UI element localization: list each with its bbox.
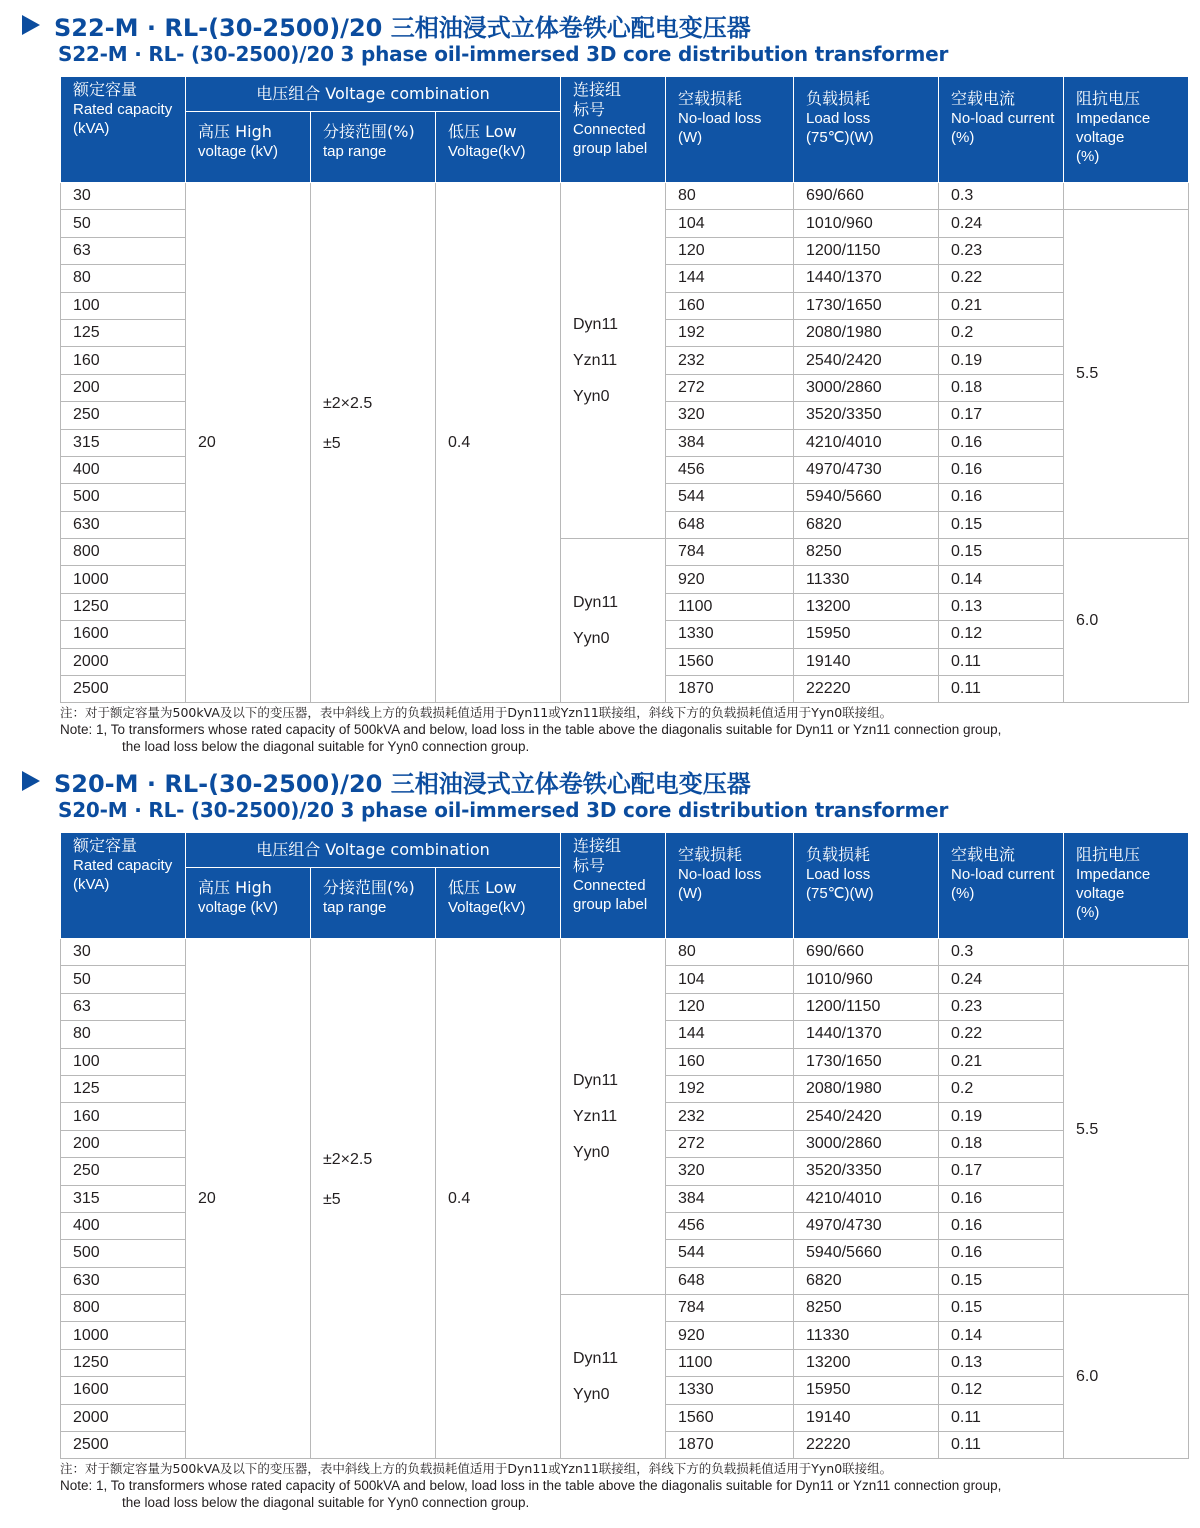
section-title-en: S20-M · RL- (30-2500)/20 3 phase oil-immersed 3D core distribution transformer <box>58 798 949 822</box>
cell-noload-loss: 1330 <box>666 621 794 648</box>
cell-noload-loss: 384 <box>666 429 794 456</box>
cell-noload-current: 0.17 <box>939 402 1064 429</box>
cell-noload-loss: 120 <box>666 993 794 1020</box>
cell-noload-current: 0.13 <box>939 593 1064 620</box>
cell-capacity: 250 <box>61 1158 186 1185</box>
cell-noload-loss: 784 <box>666 1295 794 1322</box>
tap-value-2: ±5 <box>323 434 341 452</box>
cell-capacity: 630 <box>61 511 186 538</box>
cell-noload-current: 0.11 <box>939 1432 1064 1459</box>
cell-load-loss: 3000/2860 <box>794 374 939 401</box>
cell-load-loss: 3520/3350 <box>794 402 939 429</box>
cell-load-loss: 3520/3350 <box>794 1158 939 1185</box>
cell-load-loss: 1730/1650 <box>794 292 939 319</box>
cell-noload-loss: 160 <box>666 292 794 319</box>
cell-noload-loss: 384 <box>666 1185 794 1212</box>
cell-capacity: 125 <box>61 1075 186 1102</box>
cell-capacity: 80 <box>61 1021 186 1048</box>
cell-noload-current: 0.19 <box>939 347 1064 374</box>
cell-noload-loss: 920 <box>666 1322 794 1349</box>
cell-noload-current: 0.18 <box>939 374 1064 401</box>
cell-capacity: 80 <box>61 265 186 292</box>
group-label: Dyn11 <box>573 315 619 333</box>
cell-noload-loss: 272 <box>666 1130 794 1157</box>
cell-load-loss: 5940/5660 <box>794 1240 939 1267</box>
cell-load-loss: 13200 <box>794 593 939 620</box>
cell-capacity: 100 <box>61 1048 186 1075</box>
cell-load-loss: 11330 <box>794 1322 939 1349</box>
cell-connection-group-a <box>561 183 666 539</box>
group-label: Yzn11 <box>573 351 618 369</box>
cell-noload-current: 0.16 <box>939 456 1064 483</box>
cell-impedance-b: 6.0 <box>1064 539 1189 703</box>
cell-capacity: 100 <box>61 292 186 319</box>
cell-capacity: 800 <box>61 539 186 566</box>
cell-noload-loss: 320 <box>666 1158 794 1185</box>
header-connection-group: 连接组 标号 Connected group label <box>561 77 666 183</box>
cell-capacity: 160 <box>61 347 186 374</box>
cell-capacity: 2500 <box>61 676 186 703</box>
cell-noload-current: 0.11 <box>939 1404 1064 1431</box>
cell-impedance-a: 5.5 <box>1064 210 1189 539</box>
cell-load-loss: 3000/2860 <box>794 1130 939 1157</box>
spec-table <box>60 832 1189 1459</box>
cell-load-loss: 4970/4730 <box>794 1212 939 1239</box>
cell-noload-current: 0.16 <box>939 1240 1064 1267</box>
cell-noload-loss: 144 <box>666 265 794 292</box>
cell-noload-loss: 648 <box>666 1267 794 1294</box>
header-impedance: 阻抗电压 Impedance voltage (%) <box>1064 833 1189 939</box>
cell-noload-current: 0.23 <box>939 993 1064 1020</box>
section-title-en: S22-M · RL- (30-2500)/20 3 phase oil-immersed 3D core distribution transformer <box>58 42 949 66</box>
header-capacity: 额定容量 Rated capacity (kVA) <box>61 833 186 939</box>
cell-noload-loss: 192 <box>666 1075 794 1102</box>
cell-connection-group-a <box>561 939 666 1295</box>
header-low-voltage: 低压 Low Voltage(kV) <box>436 112 561 183</box>
cell-noload-loss: 456 <box>666 456 794 483</box>
cell-load-loss: 690/660 <box>794 183 939 210</box>
cell-noload-loss: 544 <box>666 484 794 511</box>
cell-load-loss: 13200 <box>794 1349 939 1376</box>
cell-low-voltage: 0.4 <box>436 939 561 1459</box>
cell-tap-range <box>311 939 436 1459</box>
cell-noload-current: 0.11 <box>939 676 1064 703</box>
cell-low-voltage: 0.4 <box>436 183 561 703</box>
cell-noload-loss: 1560 <box>666 648 794 675</box>
cell-noload-current: 0.3 <box>939 939 1064 966</box>
cell-capacity: 500 <box>61 484 186 511</box>
cell-noload-current: 0.11 <box>939 648 1064 675</box>
cell-noload-current: 0.12 <box>939 1377 1064 1404</box>
header-noload-loss: 空载损耗 No-load loss (W) <box>666 77 794 183</box>
cell-capacity: 125 <box>61 319 186 346</box>
spec-table <box>60 76 1189 703</box>
cell-noload-loss: 648 <box>666 511 794 538</box>
spec-table-body <box>61 183 1189 703</box>
cell-load-loss: 6820 <box>794 1267 939 1294</box>
cell-capacity: 2000 <box>61 1404 186 1431</box>
cell-capacity: 1000 <box>61 566 186 593</box>
cell-noload-loss: 272 <box>666 374 794 401</box>
cell-capacity: 50 <box>61 210 186 237</box>
group-label: Yyn0 <box>573 387 610 405</box>
cell-noload-current: 0.21 <box>939 1048 1064 1075</box>
cell-capacity: 630 <box>61 1267 186 1294</box>
cell-capacity: 250 <box>61 402 186 429</box>
cell-capacity: 30 <box>61 939 186 966</box>
cell-capacity: 200 <box>61 1130 186 1157</box>
header-high-voltage: 高压 High voltage (kV) <box>186 868 311 939</box>
cell-load-loss: 1010/960 <box>794 966 939 993</box>
cell-capacity: 200 <box>61 374 186 401</box>
note-cn: 注：对于额定容量为500kVA及以下的变压器，表中斜线上方的负载损耗值适用于Dyn11或Yzn11联接组，斜线下方的负载损耗值适用于Yyn0联接组。 <box>60 705 893 720</box>
cell-load-loss: 5940/5660 <box>794 484 939 511</box>
cell-noload-loss: 784 <box>666 539 794 566</box>
tap-value-1: ±2×2.5 <box>323 394 373 412</box>
cell-impedance-a: 5.5 <box>1064 966 1189 1295</box>
group-label: Dyn11 <box>573 593 619 611</box>
header-noload-loss: 空载损耗 No-load loss (W) <box>666 833 794 939</box>
cell-impedance-empty <box>1064 183 1189 210</box>
cell-noload-current: 0.16 <box>939 1212 1064 1239</box>
cell-load-loss: 2080/1980 <box>794 1075 939 1102</box>
cell-capacity: 1250 <box>61 1349 186 1376</box>
cell-capacity: 2000 <box>61 648 186 675</box>
cell-load-loss: 6820 <box>794 511 939 538</box>
cell-load-loss: 2540/2420 <box>794 347 939 374</box>
cell-noload-loss: 80 <box>666 183 794 210</box>
cell-connection-group-b <box>561 539 666 703</box>
cell-load-loss: 1440/1370 <box>794 1021 939 1048</box>
note-cn: 注：对于额定容量为500kVA及以下的变压器，表中斜线上方的负载损耗值适用于Dyn11或Yzn11联接组，斜线下方的负载损耗值适用于Yyn0联接组。 <box>60 1461 893 1476</box>
cell-noload-loss: 456 <box>666 1212 794 1239</box>
cell-noload-current: 0.2 <box>939 1075 1064 1102</box>
cell-capacity: 160 <box>61 1103 186 1130</box>
tap-value-2: ±5 <box>323 1190 341 1208</box>
cell-noload-current: 0.15 <box>939 511 1064 538</box>
cell-capacity: 800 <box>61 1295 186 1322</box>
cell-noload-loss: 192 <box>666 319 794 346</box>
cell-noload-current: 0.14 <box>939 1322 1064 1349</box>
cell-load-loss: 22220 <box>794 1432 939 1459</box>
cell-load-loss: 19140 <box>794 1404 939 1431</box>
cell-load-loss: 2540/2420 <box>794 1103 939 1130</box>
cell-capacity: 1600 <box>61 621 186 648</box>
cell-load-loss: 8250 <box>794 539 939 566</box>
group-label: Yyn0 <box>573 629 610 647</box>
cell-load-loss: 1730/1650 <box>794 1048 939 1075</box>
cell-noload-current: 0.23 <box>939 237 1064 264</box>
cell-load-loss: 1200/1150 <box>794 237 939 264</box>
table-note <box>60 704 1001 755</box>
header-noload-current: 空载电流 No-load current (%) <box>939 833 1064 939</box>
cell-noload-loss: 120 <box>666 237 794 264</box>
header-tap-range: 分接范围(%) tap range <box>311 112 436 183</box>
cell-noload-loss: 232 <box>666 1103 794 1130</box>
cell-noload-loss: 1870 <box>666 676 794 703</box>
cell-noload-current: 0.12 <box>939 621 1064 648</box>
header-low-voltage: 低压 Low Voltage(kV) <box>436 868 561 939</box>
cell-noload-current: 0.14 <box>939 566 1064 593</box>
header-high-voltage: 高压 High voltage (kV) <box>186 112 311 183</box>
cell-noload-loss: 232 <box>666 347 794 374</box>
cell-noload-current: 0.3 <box>939 183 1064 210</box>
cell-tap-range <box>311 183 436 703</box>
cell-load-loss: 8250 <box>794 1295 939 1322</box>
cell-noload-loss: 320 <box>666 402 794 429</box>
table-row <box>61 183 1189 210</box>
cell-load-loss: 4970/4730 <box>794 456 939 483</box>
cell-noload-current: 0.17 <box>939 1158 1064 1185</box>
cell-noload-loss: 1330 <box>666 1377 794 1404</box>
cell-capacity: 400 <box>61 1212 186 1239</box>
cell-load-loss: 690/660 <box>794 939 939 966</box>
note-en-line2: the load loss below the diagonal suitable for Yyn0 connection group. <box>122 739 530 754</box>
cell-load-loss: 2080/1980 <box>794 319 939 346</box>
group-label: Yyn0 <box>573 1385 610 1403</box>
cell-noload-current: 0.16 <box>939 429 1064 456</box>
cell-noload-loss: 104 <box>666 966 794 993</box>
header-impedance: 阻抗电压 Impedance voltage (%) <box>1064 77 1189 183</box>
cell-capacity: 30 <box>61 183 186 210</box>
cell-high-voltage: 20 <box>186 939 311 1459</box>
header-voltage-combination: 电压组合 Voltage combination <box>186 77 561 112</box>
cell-load-loss: 19140 <box>794 648 939 675</box>
cell-noload-current: 0.16 <box>939 484 1064 511</box>
cell-capacity: 63 <box>61 237 186 264</box>
cell-capacity: 50 <box>61 966 186 993</box>
cell-noload-current: 0.24 <box>939 210 1064 237</box>
spec-table-body <box>61 939 1189 1459</box>
cell-noload-loss: 160 <box>666 1048 794 1075</box>
cell-noload-current: 0.13 <box>939 1349 1064 1376</box>
cell-load-loss: 1440/1370 <box>794 265 939 292</box>
cell-noload-loss: 1870 <box>666 1432 794 1459</box>
cell-high-voltage: 20 <box>186 183 311 703</box>
group-label: Dyn11 <box>573 1071 619 1089</box>
cell-impedance-empty <box>1064 939 1189 966</box>
cell-capacity: 500 <box>61 1240 186 1267</box>
cell-noload-loss: 1100 <box>666 1349 794 1376</box>
cell-noload-current: 0.19 <box>939 1103 1064 1130</box>
note-en-line1: Note: 1, To transformers whose rated capacity of 500kVA and below, load loss in the table above the diagonalis suitable for Dyn11 or Yzn11 connection group, <box>60 1478 1002 1493</box>
cell-noload-current: 0.2 <box>939 319 1064 346</box>
cell-noload-current: 0.21 <box>939 292 1064 319</box>
cell-capacity: 1250 <box>61 593 186 620</box>
note-en-line1: Note: 1, To transformers whose rated capacity of 500kVA and below, load loss in the table above the diagonalis suitable for Dyn11 or Yzn11 connection group, <box>60 722 1002 737</box>
cell-noload-loss: 1100 <box>666 593 794 620</box>
cell-noload-current: 0.22 <box>939 1021 1064 1048</box>
cell-load-loss: 22220 <box>794 676 939 703</box>
cell-noload-loss: 144 <box>666 1021 794 1048</box>
cell-noload-loss: 1560 <box>666 1404 794 1431</box>
table-note <box>60 1460 1001 1511</box>
section-title-cn <box>22 8 751 42</box>
note-en-line2: the load loss below the diagonal suitable for Yyn0 connection group. <box>122 1495 530 1510</box>
header-load-loss: 负载损耗 Load loss (75℃)(W) <box>794 77 939 183</box>
cell-load-loss: 11330 <box>794 566 939 593</box>
cell-noload-current: 0.16 <box>939 1185 1064 1212</box>
cell-noload-current: 0.22 <box>939 265 1064 292</box>
cell-load-loss: 1010/960 <box>794 210 939 237</box>
cell-capacity: 2500 <box>61 1432 186 1459</box>
group-label: Yyn0 <box>573 1143 610 1161</box>
cell-load-loss: 1200/1150 <box>794 993 939 1020</box>
section-title-cn <box>22 764 751 798</box>
cell-load-loss: 15950 <box>794 621 939 648</box>
header-voltage-combination: 电压组合 Voltage combination <box>186 833 561 868</box>
cell-capacity: 400 <box>61 456 186 483</box>
cell-load-loss: 4210/4010 <box>794 1185 939 1212</box>
triangle-arrow-icon <box>22 771 40 791</box>
cell-noload-current: 0.15 <box>939 1267 1064 1294</box>
header-connection-group: 连接组 标号 Connected group label <box>561 833 666 939</box>
cell-noload-current: 0.15 <box>939 1295 1064 1322</box>
header-noload-current: 空载电流 No-load current (%) <box>939 77 1064 183</box>
group-label: Dyn11 <box>573 1349 619 1367</box>
cell-noload-loss: 104 <box>666 210 794 237</box>
header-load-loss: 负载损耗 Load loss (75℃)(W) <box>794 833 939 939</box>
cell-capacity: 63 <box>61 993 186 1020</box>
table-row <box>61 939 1189 966</box>
header-capacity: 额定容量 Rated capacity (kVA) <box>61 77 186 183</box>
cell-capacity: 1600 <box>61 1377 186 1404</box>
cell-capacity: 315 <box>61 429 186 456</box>
group-label: Yzn11 <box>573 1107 618 1125</box>
cell-noload-current: 0.24 <box>939 966 1064 993</box>
header-tap-range: 分接范围(%) tap range <box>311 868 436 939</box>
cell-noload-current: 0.15 <box>939 539 1064 566</box>
triangle-arrow-icon <box>22 15 40 35</box>
cell-noload-loss: 920 <box>666 566 794 593</box>
cell-noload-current: 0.18 <box>939 1130 1064 1157</box>
cell-capacity: 315 <box>61 1185 186 1212</box>
cell-load-loss: 15950 <box>794 1377 939 1404</box>
title-cn-text: S22-M · RL-(30-2500)/20 三相油浸式立体卷铁心配电变压器 <box>54 13 751 42</box>
title-cn-text: S20-M · RL-(30-2500)/20 三相油浸式立体卷铁心配电变压器 <box>54 769 751 798</box>
cell-load-loss: 4210/4010 <box>794 429 939 456</box>
cell-capacity: 1000 <box>61 1322 186 1349</box>
cell-connection-group-b <box>561 1295 666 1459</box>
cell-noload-loss: 80 <box>666 939 794 966</box>
tap-value-1: ±2×2.5 <box>323 1150 373 1168</box>
cell-impedance-b: 6.0 <box>1064 1295 1189 1459</box>
cell-noload-loss: 544 <box>666 1240 794 1267</box>
